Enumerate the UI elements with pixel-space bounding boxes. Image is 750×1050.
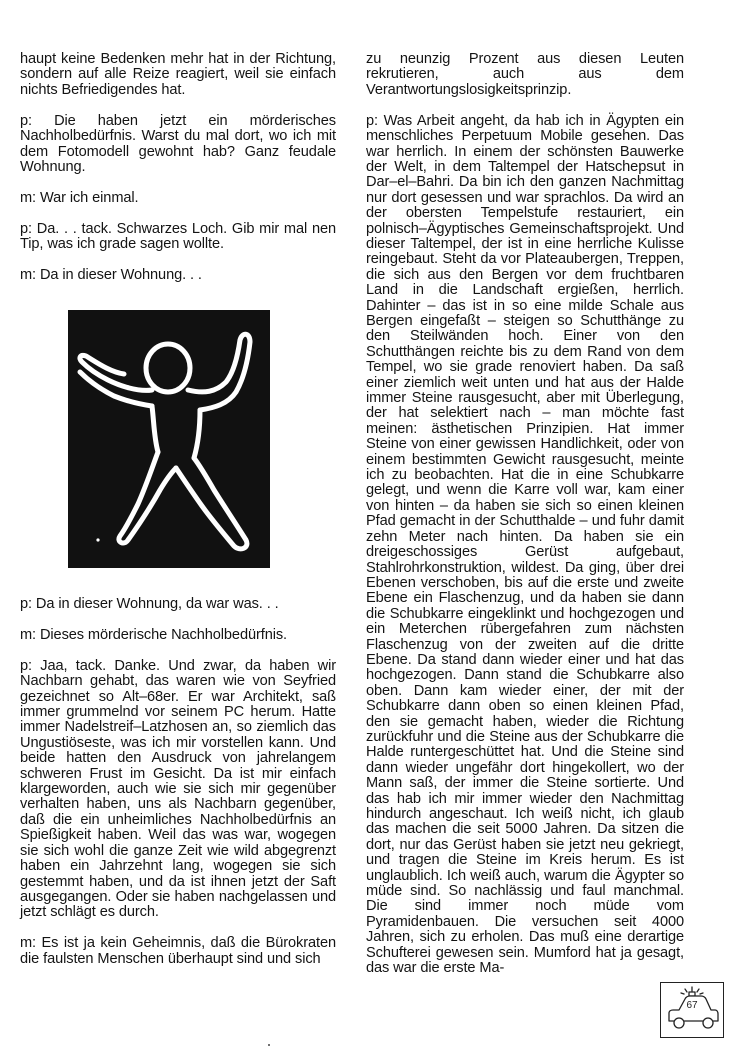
- paragraph: m: Dieses mörderische Nachholbedürfnis.: [20, 626, 288, 643]
- chalk-outline-figure: [68, 310, 270, 568]
- left-column: [20, 52, 336, 299]
- paragraph: zu neunzig Prozent aus diesen Leuten rekrutieren, auch aus dem Verantwortungslosigkeitsprinzip.: [366, 51, 684, 98]
- left-column-lower: [20, 597, 336, 983]
- speck: [268, 1044, 270, 1046]
- page-number: 67: [686, 1000, 698, 1011]
- paragraph: m: Es ist ja kein Geheimnis, daß die Bürokraten die faulsten Menschen überhaupt sind und sich: [20, 935, 336, 967]
- paragraph: p: Jaa, tack. Danke. Und zwar, da haben wir Nachbarn gehabt, das waren wie von Seyfried gezeichnet so Alt–68er. Er war Architekt, saß immer grummelnd vor seinem PC herum. Hatte immer Nadelstreif–Latzhosen an, so ziemlich das Ungustiöseste, was ich mir vorstellen kann. Und beide hatten den Ausdruck von jahrelangem schweren Frust im Gesicht. Da ist mir einfach klargeworden, auch wie sie sich mir gegenüber verhalten haben, uns als Nachbarn gegenüber, daß die ein unheimliches Nachholbedürfnis an Spießigkeit haben. Weil das was war, wogegen sie sich wohl die ganze Zeit wie wild abgegrenzt haben ein Jahrzehnt lang, wogegen sie sich gestemmt haben, und da ist ihnen jetzt der Saft ausgegangen. Oder sie haben nachgelassen und jetzt schlägt es durch.: [20, 657, 336, 921]
- paragraph: haupt keine Bedenken mehr hat in der Richtung, sondern auf alle Reize reagiert, weil sie einfach nichts Befriedigendes hat.: [20, 51, 336, 98]
- paragraph: p: Da in dieser Wohnung, da war was. . .: [20, 596, 279, 612]
- paragraph: p: Da. . . tack. Schwarzes Loch. Gib mir mal nen Tip, was ich grade sagen wollte.: [20, 220, 336, 253]
- paragraph: p: Was Arbeit angeht, da hab ich in Ägypten ein menschliches Perpetuum Mobile gesehen. Das war herrlich. In einem der schönsten Bauwerke der Welt, in dem Taltempel der Hatschepsut in Dar–el–Bahri. Da bin ich den ganzen Nachmittag nur dort gesessen und war sprachlos. Da wird an der obersten Tempelstufe restauriert, ein polnisch–Ägyptisches Gemeinschaftsprojekt. Und dieser Taltempel, der ist in eine herrliche Kulisse reingebaut. Steht da vor Plateaubergen, Treppen, die sich aus den Bergen vor dem fruchtbaren Land in die Landschaft ergießen, herrlich. Dahinter – das ist in so eine milde Schale aus Bergen eingefaßt – steigen so Schutthänge zu den Steilwänden hoch. Einer von den Schutthängen reichte bis zu dem Rand von dem Tempel, wo sie grade renoviert haben. Da saß einer ziemlich weit unten und hat aus der Halde immer Steine rausgesucht, aber mit Überlegung, der hat selektiert nach – man möchte fast meinen: ästhetischen Prinzipien. Hat immer Steine von einer gewissen Handlichkeit, oder von einem bestimmten Gewicht rausgesucht, meinte ich zu beobachten. Hat die in eine Schubkarre gelegt, und wenn die Karre voll war, kam einer von hinten – da haben sie sich so einen kleinen Pfad gemacht in der Schutthalde – und fuhr damit zehn Meter nach hinten. Da haben sie ein dreigeschossiges Gerüst aufgebaut, Stahlrohrkonstruktion, wildest. Da ging, über drei Ebenen verschoben, bis auf die erste und zweite Ebene ein Flaschenzug, und da haben sie dann die Schubkarre eingeklinkt und hochgezogen und ein Meterchen rübergefahren zum nächsten Flaschenzug von der zweiten auf die dritte Ebene. Da stand dann wieder einer und hat das hochgezogen. Dann stand die Schubkarre also oben. Dann kam wieder einer, der mit der Schubkarre dann oben so einen kleinen Pfad, den sie gemacht haben, wieder die Richtung zurückfuhr und die Steine aus der Schubkarre die Halde runtergeschüttet hat. Und die Steine sind dann wieder ungefähr dort hingekollert, wo der Mann saß, der immer die Steine sortierte. Und das hab ich mir immer wieder den Nachmittag hindurch angeschaut. Ich weiß nicht, ich glaub das machen die seit 5000 Jahren. Da sitzen die dort, nur das Gerüst haben sie jetzt neu gekriegt, und tragen die Steine im Kreis herum. Es ist unglaublich. Ich weiß auch, warum die Ägypter so müde sind. So nachlässig und faul manchmal. Die sind immer noch müde vom Pyramidenbauen. Die versuchen seit 4000 Jahren, sich zu erholen. Das muß eine derartige Schufterei gewesen sein. Mumford hat ja gesagt, das war die erste Ma-: [366, 112, 684, 977]
- right-column: [366, 52, 684, 992]
- page-number-badge: [660, 982, 724, 1038]
- paragraph: m: War ich einmal.: [20, 189, 139, 206]
- chalk-body-outline-icon: [68, 310, 270, 568]
- paragraph: p: Die haben jetzt ein mörderisches Nachholbedürfnis. Warst du mal dort, wo ich mit dem Fotomodell gewohnt hab? Ganz feudale Wohnung.: [20, 112, 336, 175]
- paragraph: m: Da in dieser Wohnung. . .: [20, 267, 202, 284]
